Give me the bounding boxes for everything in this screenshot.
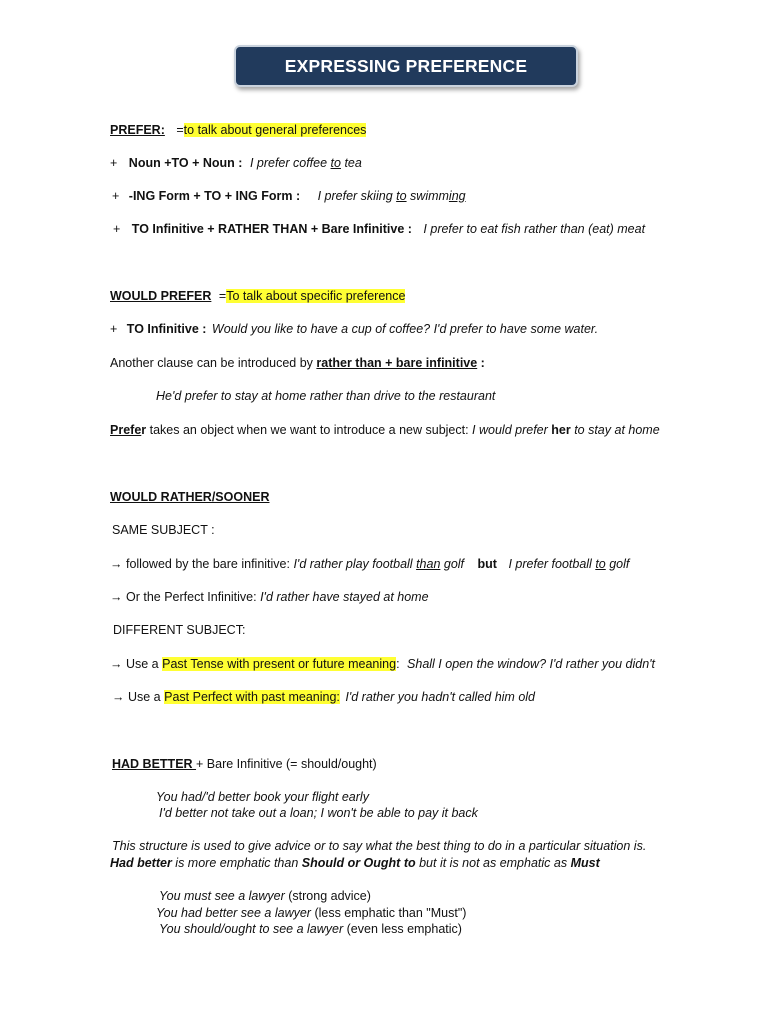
arrow-icon: → bbox=[110, 657, 123, 671]
rule-pattern: Noun +TO + Noun : bbox=[128, 156, 243, 170]
example-to: to bbox=[396, 189, 407, 203]
rule-example bbox=[250, 156, 362, 170]
example-part: I prefer football bbox=[508, 557, 596, 571]
example-than: than bbox=[416, 557, 441, 571]
comparison-example: You must see a lawyer bbox=[159, 889, 285, 903]
rule-pattern: TO Infinitive : bbox=[126, 322, 207, 336]
rule-example bbox=[293, 557, 464, 571]
same-subject-label: SAME SUBJECT : bbox=[112, 523, 215, 537]
had-better-note-2 bbox=[110, 855, 600, 871]
clause-example: He'd prefer to stay at home rather than drive to the restaurant bbox=[156, 389, 496, 403]
had-better-rest: + Bare Infinitive (= should/ought) bbox=[196, 757, 377, 771]
arrow-icon: → bbox=[110, 557, 123, 571]
plus-sign: + bbox=[110, 322, 118, 336]
clause-line bbox=[110, 355, 485, 371]
example-part: golf bbox=[605, 557, 630, 571]
would-rather-heading: WOULD RATHER/SOONER bbox=[110, 490, 270, 504]
had-better-example-2: I'd better not take out a loan; I won't be able to pay it back bbox=[159, 806, 478, 820]
would-prefer-heading: WOULD PREFER bbox=[110, 289, 212, 303]
clause-pattern: rather than + bare infinitive bbox=[316, 356, 478, 370]
note-part: but it is not as emphatic as bbox=[415, 856, 571, 870]
comparison-example: You had better see a lawyer bbox=[156, 906, 311, 920]
example-part: golf bbox=[440, 557, 465, 571]
had-better-heading-line bbox=[112, 756, 377, 772]
same-subject-rule-1 bbox=[110, 556, 629, 572]
clause-text: Another clause can be introduced by bbox=[110, 356, 317, 370]
rule-label: Use a bbox=[127, 690, 165, 704]
rule-pattern: TO Infinitive + RATHER THAN + Bare Infinitive : bbox=[131, 222, 412, 236]
prefer-description: to talk about general preferences bbox=[183, 123, 367, 137]
prefer-rule-1 bbox=[110, 155, 362, 171]
different-subject-label: DIFFERENT SUBJECT: bbox=[113, 623, 246, 637]
rule-example-2 bbox=[508, 557, 629, 571]
object-text: takes an object when we want to introduce a new subject: bbox=[146, 423, 473, 437]
rule-example: Shall I open the window? I'd rather you didn't bbox=[407, 657, 656, 671]
rule-highlight: Past Perfect with past meaning: bbox=[164, 690, 340, 704]
note-part: is more emphatic than bbox=[171, 856, 302, 870]
rule-label: Or the Perfect Infinitive: bbox=[125, 590, 257, 604]
example-part: swimm bbox=[406, 189, 449, 203]
example-part: tea bbox=[340, 156, 362, 170]
prefer-rule-2 bbox=[112, 188, 466, 204]
plus-sign: + bbox=[112, 189, 120, 203]
note-part: Had better bbox=[110, 856, 172, 870]
would-prefer-heading-line bbox=[110, 288, 405, 304]
different-subject-rule-1 bbox=[110, 656, 655, 672]
example-part: I prefer coffee bbox=[249, 156, 331, 170]
rule-example: I'd rather have stayed at home bbox=[260, 590, 429, 604]
comparison-note: (strong advice) bbox=[284, 889, 371, 903]
comparison-line-3 bbox=[159, 921, 462, 937]
example-to: to bbox=[330, 156, 341, 170]
example-ing: ing bbox=[448, 189, 466, 203]
but-word: but bbox=[477, 557, 497, 571]
example-to: to bbox=[595, 557, 606, 571]
rule-example: I'd rather you hadn't called him old bbox=[345, 690, 535, 704]
plus-sign: + bbox=[110, 156, 118, 170]
example-part: I would prefer bbox=[472, 423, 552, 437]
prefer-rule-3 bbox=[113, 221, 645, 237]
had-better-heading: HAD BETTER bbox=[112, 757, 197, 771]
would-prefer-rule-1 bbox=[110, 321, 598, 337]
comparison-line-2 bbox=[156, 905, 466, 921]
example-part: to stay at home bbox=[570, 423, 660, 437]
comparison-note: (less emphatic than "Must") bbox=[310, 906, 467, 920]
example-part: I prefer skiing bbox=[317, 189, 397, 203]
rule-example bbox=[318, 189, 466, 203]
comparison-note: (even less emphatic) bbox=[343, 922, 462, 936]
arrow-icon: → bbox=[112, 690, 125, 704]
arrow-icon: → bbox=[110, 590, 123, 604]
rule-example: Would you like to have a cup of coffee? I'd prefer to have some water. bbox=[211, 322, 599, 336]
rule-pattern: -ING Form + TO + ING Form : bbox=[128, 189, 301, 203]
comparison-example: You should/ought to see a lawyer bbox=[159, 922, 344, 936]
rule-colon: : bbox=[396, 657, 400, 671]
had-better-note-1: This structure is used to give advice or to say what the best thing to do in a particular situation is. bbox=[112, 839, 647, 853]
example-her: her bbox=[551, 423, 571, 437]
equals-sign: = bbox=[176, 123, 184, 137]
plus-sign: + bbox=[113, 222, 121, 236]
object-example bbox=[472, 423, 660, 437]
prefer-word-end: r bbox=[141, 423, 147, 437]
page-title: EXPRESSING PREFERENCE bbox=[234, 45, 578, 87]
different-subject-rule-2 bbox=[112, 689, 535, 705]
rule-label: followed by the bare infinitive: bbox=[125, 557, 290, 571]
prefer-word: Prefe bbox=[110, 423, 142, 437]
comparison-line-1 bbox=[159, 888, 371, 904]
rule-label: Use a bbox=[125, 657, 163, 671]
had-better-example-1: You had/'d better book your flight early bbox=[156, 790, 369, 804]
same-subject-rule-2 bbox=[110, 589, 429, 605]
would-prefer-description: To talk about specific preference bbox=[226, 289, 406, 303]
example-part: I'd rather play football bbox=[293, 557, 417, 571]
note-part: Should or Ought to bbox=[301, 856, 416, 870]
rule-example: I prefer to eat fish rather than (eat) meat bbox=[423, 222, 646, 236]
rule-highlight: Past Tense with present or future meaning bbox=[162, 657, 397, 671]
prefer-heading-line bbox=[110, 122, 366, 138]
prefer-heading: PREFER: bbox=[110, 123, 165, 137]
object-line bbox=[110, 422, 660, 438]
clause-colon: : bbox=[477, 356, 485, 370]
equals-sign: = bbox=[218, 289, 227, 303]
note-part: Must bbox=[570, 856, 600, 870]
